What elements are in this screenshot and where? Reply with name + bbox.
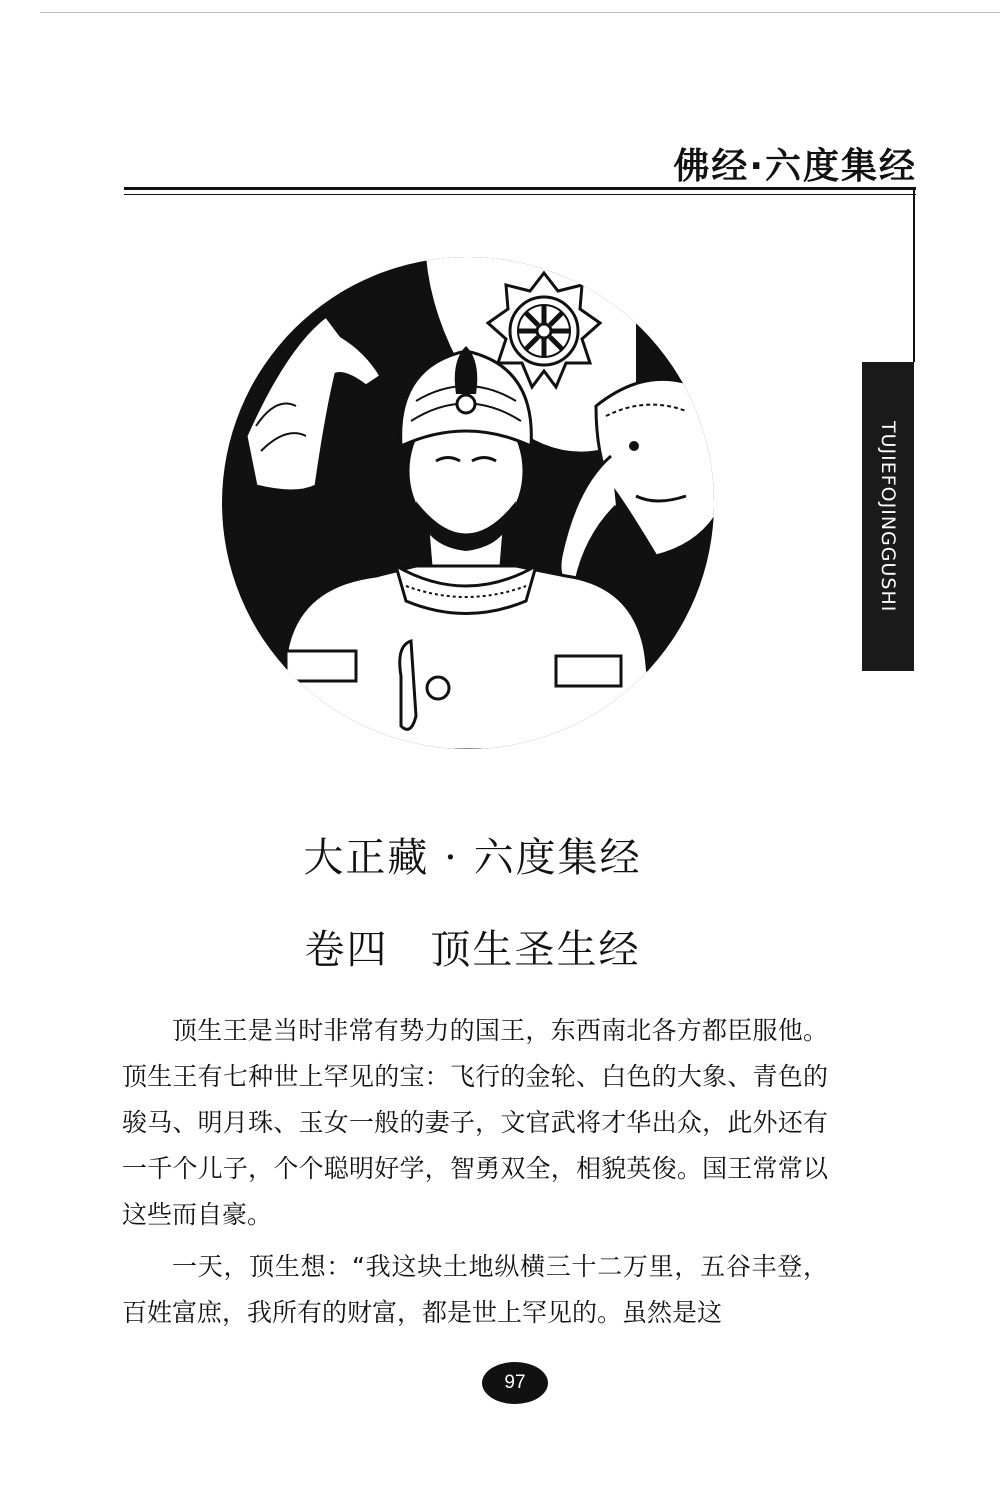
king-with-wheel-elephant-horse-illustration bbox=[216, 256, 720, 750]
page-number-badge bbox=[482, 1362, 548, 1404]
article-title: 大正藏 · 六度集经 bbox=[303, 835, 642, 881]
page-number: 97 bbox=[504, 1372, 526, 1393]
header-rule-thin bbox=[124, 194, 916, 195]
body-paragraph: 顶生王是当时非常有势力的国王，东西南北各方都臣服他。顶生王有七种世上罕见的宝：飞行的金轮、白色的大象、青色的骏马、明月珠、玉女一般的妻子，文官武将才华出众，此外还有一千个儿子，个个聪明好学，智勇双全，相貌英俊。国王常常以这些而自豪。 bbox=[122, 1016, 828, 1229]
running-header-title: 佛经·六度集经 bbox=[673, 146, 917, 187]
side-tab bbox=[862, 362, 914, 671]
top-scan-line bbox=[40, 12, 1000, 13]
article-body bbox=[122, 1008, 828, 1342]
side-tab-label: TUJIEFOJINGGUSHI bbox=[877, 420, 899, 613]
article-subtitle: 卷四 顶生圣生经 bbox=[304, 927, 641, 973]
body-paragraph: 一天，顶生想：“我这块土地纵横三十二万里，五谷丰登，百姓富庶，我所有的财富，都是世上罕见的。虽然是这 bbox=[122, 1252, 828, 1327]
header-rule-thick bbox=[124, 187, 916, 190]
header-side-line bbox=[913, 187, 915, 362]
